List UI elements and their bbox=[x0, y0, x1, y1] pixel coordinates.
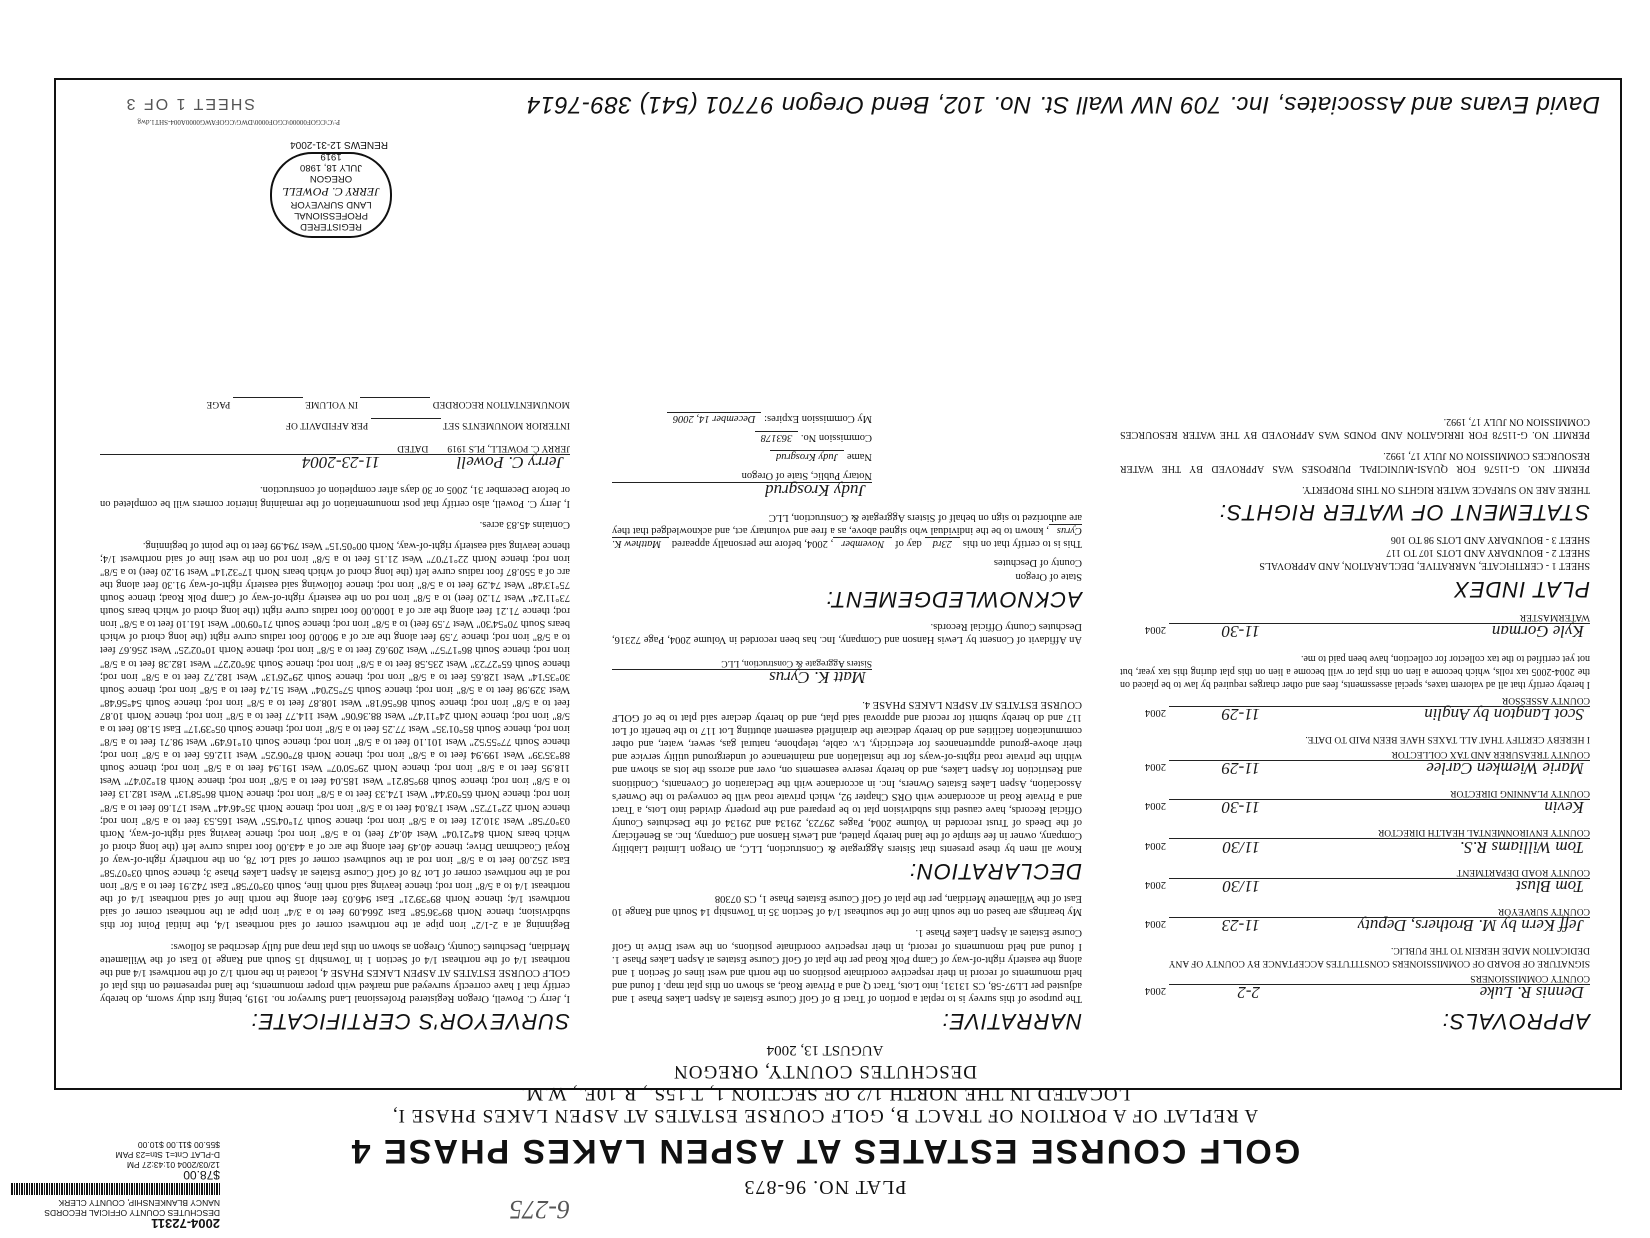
notary-signature-line bbox=[612, 482, 872, 503]
road-department-caption: COUNTY ROAD DEPARTMENT bbox=[1456, 866, 1590, 877]
planning-director-caption: COUNTY PLANNING DIRECTOR bbox=[1450, 788, 1590, 799]
assessor-text: I hereby certify that all ad valorem taxes, special assessments, fees and other charges required by law to be placed on the 2004-2005 tax rolls, which become a lien on this plat or will become a lien on this plat during this tax year, but not yet certified to the tax collector for collection, have been paid to me. bbox=[1120, 652, 1590, 690]
approvals-heading: APPROVALS: bbox=[1441, 1009, 1590, 1034]
assessor-signature-line: Scot Langton by Anglin 11-29 2004 bbox=[1120, 706, 1590, 727]
handwritten-note: 6-275 bbox=[509, 1195, 570, 1224]
plat-index-sheet-1: SHEET 1 - CERTIFICATE, NARRATIVE, DECLARATION, AND APPROVALS bbox=[1259, 560, 1590, 572]
board-acceptance-text: SIGNATURE OF BOARD OF COMMISSIONERS CONSTITUTES ACCEPTANCE BY COUNTY OF ANY DEDICATION MADE HEREIN TO THE PUBLIC. bbox=[1169, 944, 1590, 968]
notary-signature: Judy Krosgrud bbox=[765, 481, 866, 501]
recording-fee: $78.00 bbox=[183, 1168, 220, 1182]
subtitle-line-3: DESCHUTES COUNTY, OREGON bbox=[673, 1061, 977, 1082]
monumentation-recorded-line: MONUMENTATION RECORDED IN VOLUME PAGE bbox=[100, 397, 570, 410]
surveyor-certificate bbox=[100, 395, 570, 1034]
plat-index-sheet-2: SHEET 2 - BOUNDARY AND LOTS 107 TO 117 bbox=[1386, 547, 1590, 559]
stamp-renews: RENEWS 12-31-2004 bbox=[290, 139, 388, 150]
health-director-caption: COUNTY ENVIRONMENTAL HEALTH DIRECTOR bbox=[1377, 827, 1590, 838]
recording-amounts: $55.00 $11.00 $10.00 bbox=[137, 1140, 220, 1150]
county-surveyor-caption: COUNTY SURVEYOR bbox=[1497, 905, 1590, 916]
surveyor-name-caption: JERRY C. POWELL, PLS 1919 DATED bbox=[397, 443, 570, 454]
road-department-signature-line: Tom Blust 11/30 2004 bbox=[1120, 878, 1590, 899]
plat-index-sheet-3: SHEET 3 - BOUNDARY AND LOTS 98 TO 106 bbox=[1390, 534, 1590, 546]
plat-date: AUGUST 13, 2004 bbox=[766, 1042, 884, 1058]
declarant-signature: Matt K. Cyrus bbox=[769, 668, 866, 688]
interior-monument-note: I, Jerry C. Powell, also certify that post monumentation of the remaining interior corners will be completed on or before December 31, 2005 or 30 days after completion of construction. bbox=[100, 484, 570, 509]
legal-description: Beginning at a 2-1/2" iron pipe at the northwest corner of said northeast 1/4, the Initial Point for this subdivision; thence North 89°36'58" East 2664.09 feet to a 3/4" iron pipe at the northeast corner of said northwest 1/4; thence North 89°39'21" East 946.03 feet along the north line of said northeast 1/4 of the northeast 1/4 to a 5/8" iron rod; thence leaving said north line, South 03°07'58" East 742.91 feet to a 5/8" iron rod at the northwest corner of Lot 78 of Golf Course Estates at Aspen Lakes Phase 3; thence South 03°07'58" East 252.00 feet to a 5/8" iron rod at the southwest corner of said Lot 78, on the northerly right-of-way of Royal Coachman Drive; thence 40.49 feet along the arc of a 443.00 foot radius curve left (the long chord of which bears North 84°21'04" West 40.47 feet) to a 5/8" iron rod; thence leaving said right-of-way, North 03°07'58" West 310.21 feet to a 5/8" iron rod; thence South 71°04'55" West 165.53 feet to a 5/8" iron rod; thence North 22°17'25" West 178.04 feet to a 5/8" iron rod; thence North 35°46'44" West 171.60 feet to a 5/8" iron rod; thence North 65°03'44" West 174.33 feet to a 5/8" iron rod; thence North 86°58'13" West 182.13 feet to a 5/8" iron rod; thence South 89°58'21" West 185.04 feet to a 5/8" iron rod; thence North 81°20'47" West 118.95 feet to a 5/8" iron rod; thence North 29°50'07" West 191.94 feet to a 5/8" iron rod; thence South 88°35'39" West 199.94 feet to a 5/8" iron rod; thence North 87°06'25" West 112.65 feet to a 5/8" iron rod; thence South 77°55'52" West 101.10 feet to a 5/8" iron rod; thence South 01°16'49" West 98.71 feet to a 5/8" iron rod, thence South 85°01'35" West 77.25 feet to a 5/8" iron rod; thence South 05°39'17" East 51.80 feet to a 5/8" iron rod; thence North 24°11'47" West 88.36'06" West 114.77 feet to a 5/8" iron rod; thence North 10.87 feet to a 5/8" iron rod; thence South 86°56'18" West 108.87 feet to a 5/8" iron rod; thence South 54°56'48" West 329.98 feet to a 5/8" iron rod; thence South 57°52'04" West 51.74 feet to a 5/8" iron rod; thence South 30°35'14" West 128.65 feet to a 5/8" iron rod; thence South 29°26'13" West 182.72 feet to a 5/8" iron rod; thence South 65°27'23" West 235.58 feet to a 5/8" iron rod; thence South 36°02'27" West 182.38 feet to a 5/8" iron rod; thence South 86°17'57" West 209.62 feet to a 5/8" iron rod; thence North 10°02'25" West 256.67 feet to a 5/8" iron rod; thence 7.59 feet along the arc of a 900.00 foot radius curve right (the long chord of which bears South 70°54'30" West 7.59 feet) to a 5/8" iron rod; thence South 71°09'00" West 161.10 feet to a 5/8" iron rod; thence 71.21 feet along the arc of a 1000.00 foot radius curve right (the long chord of which bears South 73°11'24" West 71.20 feet) to a 5/8" iron rod on the easterly right-of-way of Camp Polk Road; thence South 75°13'48" West 74.29 feet to a 5/8" iron rod; thence following said easterly right-of-way 91.30 feet along the arc of a 550.87 foot radius curve left (the long chord of which bears North 17°32'14" West 91.20 feet) to a 5/8" iron rod; thence North 22°17'07" West 21.15 feet to a 5/8" iron rod on the west line of said northwest 1/4; thence leaving said easterly right-of-way, North 00°05'15" West 794.99 feet to the point of beginning. bbox=[100, 539, 570, 931]
surveyor-intro: I, Jerry C. Powell, Oregon Registered Professional Land Surveyor no. 1919, being first duly sworn, do hereby certify that I have correctly surveyed and marked with proper monuments, the land represented on this plat of GOLF COURSE ESTATES AT ASPEN LAKES PHASE 4, located in the north 1/2 of the northwest 1/4 and the northeast 1/4 of the northeast 1/4 of Section 1 in Township 15 South and Range 10 East of the Willamette Meridian, Deschutes County, Oregon as shown on this plat map and fully described as follows: bbox=[100, 940, 570, 1004]
commissioners-caption: COUNTY COMMISSIONERS bbox=[1470, 972, 1590, 983]
watermaster-signature-line: Kyle Gorman 11-30 2004 bbox=[1120, 623, 1590, 644]
ack-state: State of Oregon bbox=[1015, 570, 1082, 582]
subtitle-line-2: LOCATED IN THE NORTH 1/2 OF SECTION 1, T.15S., R.10E., W.M. bbox=[519, 1083, 1131, 1104]
water-rights-text-3: PERMIT NO. G-11578 FOR IRRIGATION AND PONDS WAS APPROVED BY THE WATER RESOURCES COMMISSION ON JULY 17, 1992. bbox=[1120, 415, 1590, 440]
taxes-paid-text: I HEREBY CERTIFY THAT ALL TAXES HAVE BEEN PAID TO DATE. bbox=[1305, 734, 1590, 745]
interior-monuments-line: INTERIOR MONUMENTS SET PER AFFIDAVIT OF bbox=[100, 418, 570, 431]
records-office: DESCHUTES COUNTY OFFICIAL RECORDS bbox=[44, 1208, 220, 1218]
county-clerk: NANCY BLANKENSHIP, COUNTY CLERK bbox=[58, 1198, 220, 1208]
narrative-text: The purpose of this survey is to replat a portion of Tract B of Golf Course Estates at Aspen Lakes Phase 1 and adjusted per LL97-58, CS 13131, into Lots, Tract Q and a Private Road, as shown on this plat map. I found and held monuments of record in their respective coordinate positions on the north and west lines of Section 1 and along the easterly right-of-way of Camp Polk Road per the plat of Golf Course Estates at Aspen Lakes Phase 1. I found and held monuments of record, in their respective coordinate positions, on the west Drive in Golf Course Estates at Aspen Lakes Phase 1. bbox=[612, 927, 1082, 1004]
surveyor-registration-stamp: REGISTERED PROFESSIONAL LAND SURVEYOR JERRY C. POWELL OREGON JULY 18, 1980 1919 bbox=[270, 152, 392, 238]
plat-title: GOLF COURSE ESTATES AT ASPEN LAKES PHASE 4 bbox=[349, 1132, 1301, 1170]
recording-block bbox=[10, 1140, 220, 1231]
subtitle-line-1: A REPLAT OF A PORTION OF TRACT B, GOLF COURSE ESTATES AT ASPEN LAKES PHASE I, bbox=[391, 1105, 1259, 1126]
firm-name-address: David Evans and Associates, Inc. 709 NW Wall St. No. 102, Bend Oregon 97701 (541) 389-7614 bbox=[526, 91, 1600, 118]
barcode bbox=[10, 1183, 220, 1195]
plat-number: PLAT NO. 96-873 bbox=[743, 1176, 907, 1198]
treasurer-signature-line: Marie Wiemken Carlee 11-29 2004 bbox=[1120, 760, 1590, 781]
surveyor-signature: Jerry C. Powell bbox=[456, 453, 564, 473]
surveyor-signature-line bbox=[100, 454, 570, 475]
document-number: 2004-72311 bbox=[151, 1216, 220, 1231]
narrative-column bbox=[611, 412, 1082, 1034]
county-surveyor-signature-line: Jeff Kern by M. Brothers, Deputy 11-23 2004 bbox=[1120, 917, 1590, 938]
assessor-caption: COUNTY ASSESSOR bbox=[1501, 695, 1590, 706]
ack-county: County of Deschutes bbox=[993, 557, 1082, 569]
drawing-path: P:\C\CGOF00000\CGOF0000\DWG\CGOFAWG0000A004-SHT1.dwg bbox=[137, 118, 340, 126]
planning-director-signature-line: Kevin 11-30 2004 bbox=[1120, 799, 1590, 820]
affidavit-text: An Affidavit of Consent by Lewis Hanson and Company, Inc. has been recorded in Volume 2004, Page 72316, Deschutes County Official Records. bbox=[612, 620, 1082, 645]
plat-index-heading: PLAT INDEX bbox=[1453, 576, 1590, 602]
declaration-heading: DECLARATION: bbox=[909, 859, 1082, 885]
acreage: Contains 45.83 acres. bbox=[479, 518, 570, 530]
surveyor-signature-date: 11-23-2004 bbox=[301, 453, 380, 473]
recording-code: D-PLAT Cnt=1 Stn=23 PAM bbox=[115, 1150, 220, 1160]
ack-text: This is to certify that on this 23rd day of November, 2004, before me personally appeared Matthew K. Cyrus, known to be the individual who signed above, as a free and voluntary act, and acknowledged that they are authorized to sign on behalf of Sisters Aggregate & Construction, LLC bbox=[611, 512, 1082, 550]
commissioners-signature-line: Dennis R. Luke 2-2 2004 bbox=[1120, 984, 1590, 1005]
notary-expires-line: My Commission Expires: December 14, 2006 bbox=[612, 412, 872, 425]
bearings-text: My bearings are based on the south line of the southeast 1/4 of Section 35 in Township 14 South and Range 10 East of the Willamette Meridian, per the plat of Golf Course Estates Phase 1, CS 07308 bbox=[612, 893, 1082, 918]
recording-timestamp: 12/03/2004 01:43:27 PM bbox=[126, 1160, 220, 1170]
sheet-number: SHEET 1 OF 3 bbox=[124, 95, 255, 112]
treasurer-caption: COUNTY TREASURER AND TAX COLLECTOR bbox=[1391, 749, 1590, 760]
health-director-signature-line: Tom Williams R.S. 11/30 2004 bbox=[1120, 838, 1590, 859]
water-rights-text-2: PERMIT NO. G-11576 FOR QUASI-MUNICIPAL PURPOSES WAS APPROVED BY THE WATER RESOURCES COMMISSION ON JULY 17, 1992. bbox=[1120, 449, 1590, 475]
declaration-signature-line bbox=[612, 669, 872, 690]
watermaster-caption: WATERMASTER bbox=[1519, 611, 1590, 622]
declarant-caption: Sisters Aggregate & Construction, LLC bbox=[721, 657, 872, 668]
notary-name-line: Name Judy Krosgrud bbox=[612, 450, 872, 463]
notary-commission-line: Commission No. 363178 bbox=[612, 431, 872, 444]
approvals-column bbox=[1120, 407, 1590, 1034]
narrative-heading: NARRATIVE: bbox=[941, 1009, 1082, 1034]
title-block-footer bbox=[50, 84, 1610, 126]
declaration-text: Know all men by these presents that Sisters Aggregate & Construction, LLC, an Oregon Limited Liability Company, owner in fee simple of the land hereby platted, and Lewis Hanson and Company, Inc. as Beneficiary of the Deeds of Trust recorded in Volume 2004, Pages 29723, 29134 and 29134 of the Deschutes County Official Records, have caused this subdivision plat to be prepared and the property divided into Lots, a Tract and a Private Road in accordance with ORS Chapter 92, which private road will be conveyed to the Owner's Association, Aspen Lakes Estates Owners, Inc. in accordance with the Declaration of Covenants, Conditions and Restriction for Aspen Lakes, and do hereby reserve easements on, over and across the lots as shown and within the private road rights-of-ways for the installation and maintenance of underground utility service and their above-ground appurtenances for electricity, t.v. cable, telephone, natural gas, sewer, water, and other communication facilities and do hereby dedicate the drainfield easement abutting Lot 117 to the benefit of Lot 117 and do hereby submit for record and approval said plat, and do hereby declare said plat to be of GOLF COURSE ESTATES AT ASPEN LAKES PHASE 4. bbox=[612, 699, 1082, 855]
notary-caption: Notary Public, State of Oregon bbox=[741, 470, 872, 482]
water-rights-text-1: THERE ARE NO SURFACE WATER RIGHTS ON THIS PROPERTY. bbox=[1302, 484, 1590, 496]
surveyor-certificate-heading: SURVEYOR'S CERTIFICATE: bbox=[250, 1009, 570, 1034]
stamp-signature: JERRY C. POWELL bbox=[282, 185, 380, 199]
water-rights-heading: STATEMENT OF WATER RIGHTS: bbox=[1218, 500, 1590, 526]
acknowledgement-heading: ACKNOWLEDGEMENT: bbox=[825, 586, 1082, 612]
